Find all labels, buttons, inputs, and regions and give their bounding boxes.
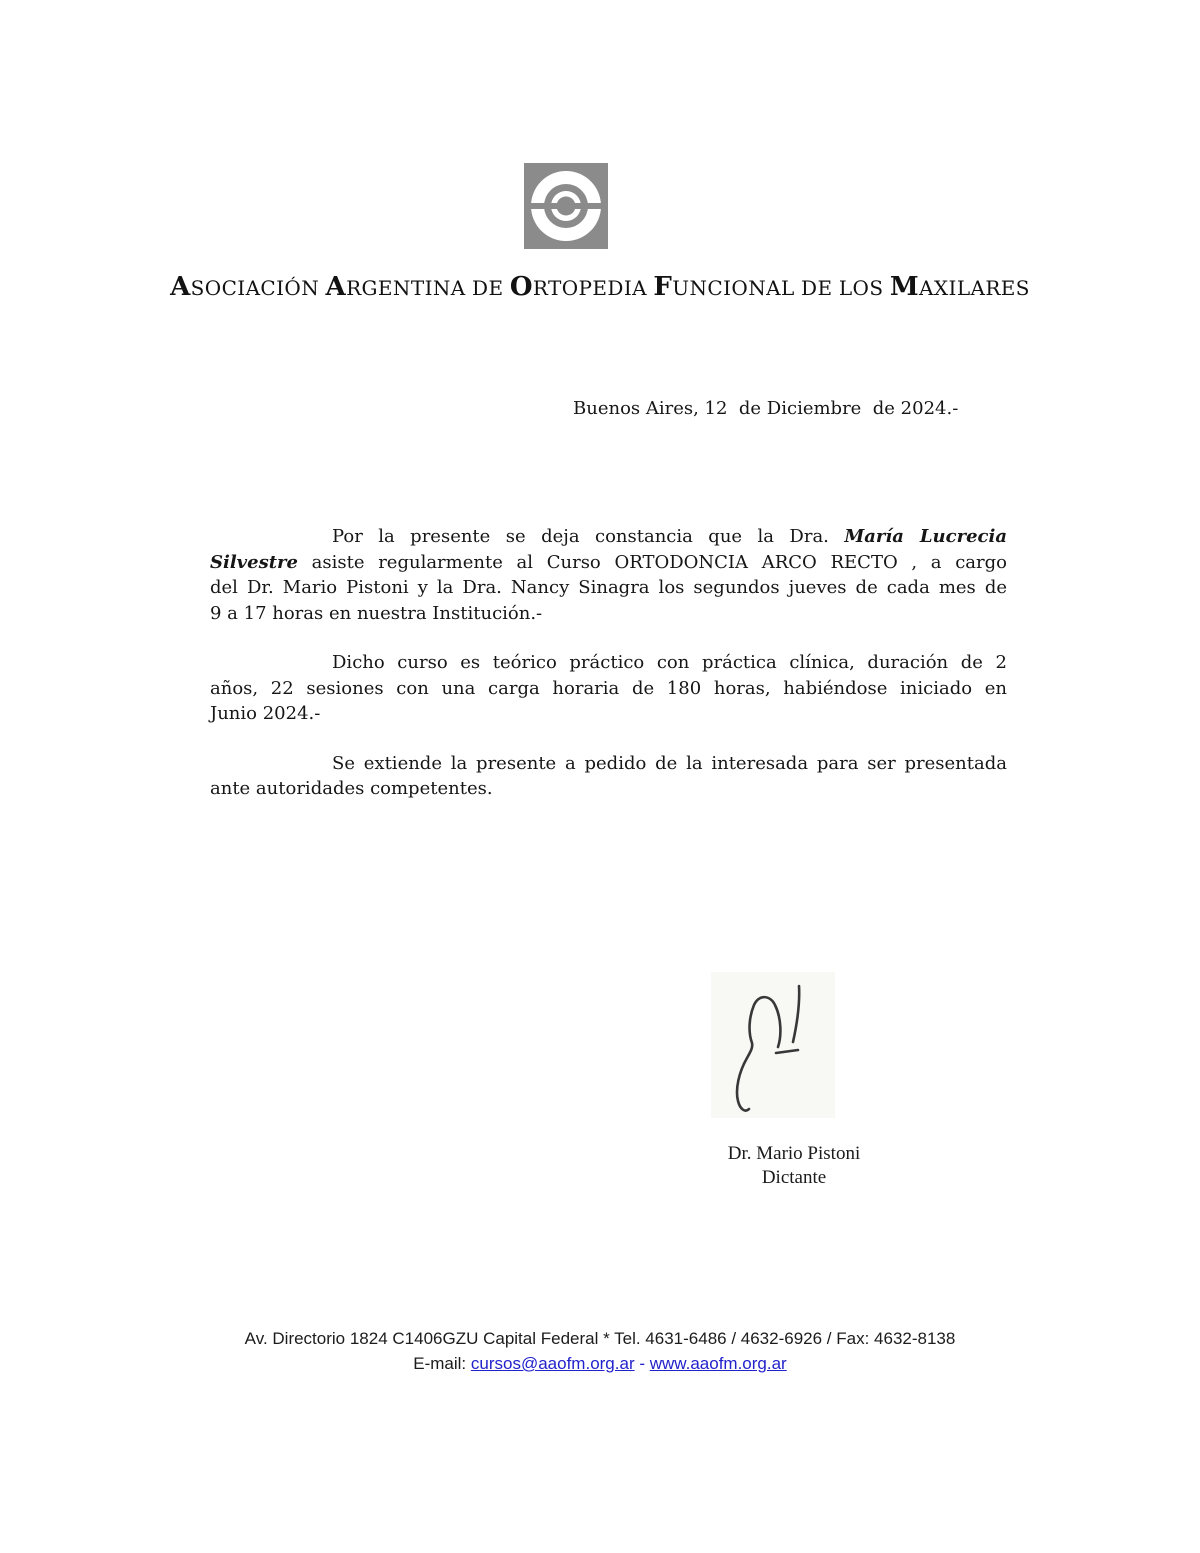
link-separator: - xyxy=(634,1354,650,1373)
paragraph-line: Por la presente se deja constancia que la Dra. María Lucrecia xyxy=(332,526,1007,547)
title-word: MAXILARES xyxy=(889,272,1030,302)
aaofm-logo xyxy=(524,163,608,249)
paragraph-3 xyxy=(210,751,1007,802)
handwritten-signature-icon xyxy=(711,972,835,1118)
paragraph-line: Dicho curso es teórico práctico con práctica clínica, duración de 2 xyxy=(332,652,1007,673)
signer-block xyxy=(688,1142,900,1190)
paragraph-1 xyxy=(210,524,1007,626)
title-word: ARGENTINA xyxy=(325,272,466,302)
date-line: Buenos Aires, 12 de Diciembre de 2024.- xyxy=(573,398,959,419)
title-word: ASOCIACIÓN xyxy=(170,272,320,302)
organization-title xyxy=(0,272,1200,302)
paragraph-line: años, 22 sesiones con una carga horaria de 180 horas, habiéndose iniciado en xyxy=(210,677,1007,699)
paragraph-line: Se extiende la presente a pedido de la interesada para ser presentada xyxy=(332,752,1007,774)
title-word: LOS xyxy=(838,276,884,300)
student-name-part2: Silvestre xyxy=(210,551,298,573)
paragraph-line: Silvestre asiste regularmente al Curso ORTODONCIA ARCO RECTO , a cargo xyxy=(210,551,1007,573)
title-word: DE xyxy=(801,276,833,300)
signer-role: Dictante xyxy=(761,1167,827,1188)
paragraph-line: ante autoridades competentes. xyxy=(210,778,493,799)
title-word: FUNCIONAL xyxy=(653,272,795,302)
paragraph-line: del Dr. Mario Pistoni y la Dra. Nancy Sinagra los segundos jueves de cada mes de xyxy=(210,577,1007,598)
paragraph-2 xyxy=(210,650,1007,727)
paragraph-line: Junio 2024.- xyxy=(210,703,321,724)
title-word: ORTOPEDIA xyxy=(509,272,647,302)
letter-body xyxy=(210,524,1007,802)
title-word: DE xyxy=(472,276,504,300)
target-circle-icon xyxy=(524,163,608,249)
signature-image xyxy=(711,972,835,1118)
footer-address: Av. Directorio 1824 C1406GZU Capital Federal * Tel. 4631-6486 / 4632-6926 / Fax: 4632-8138 xyxy=(244,1329,956,1348)
email-label: E-mail: xyxy=(413,1354,471,1373)
signer-name: Dr. Mario Pistoni xyxy=(727,1143,861,1164)
website-link[interactable]: www.aaofm.org.ar xyxy=(649,1354,787,1373)
letterhead-footer xyxy=(0,1326,1200,1376)
paragraph-line: 9 a 17 horas en nuestra Institución.- xyxy=(210,602,543,624)
email-link[interactable]: cursos@aaofm.org.ar xyxy=(470,1354,635,1373)
student-name-part1: María Lucrecia xyxy=(844,526,1007,547)
footer-contact xyxy=(0,1351,1200,1376)
